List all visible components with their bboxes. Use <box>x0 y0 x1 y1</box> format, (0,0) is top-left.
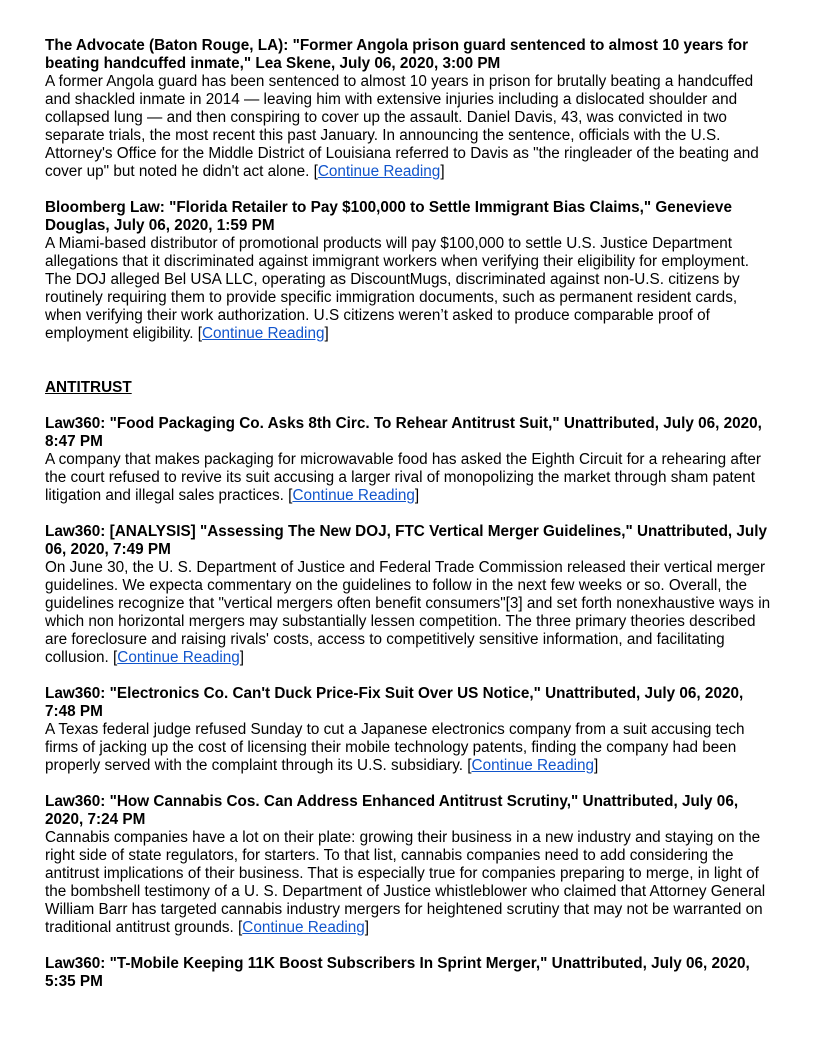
article <box>45 523 775 667</box>
article-body: A company that makes packaging for microwavable food has asked the Eighth Circuit for a rehearing after the court refused to revive its suit accusing a larger rival of monopolizing the market through sham patent litigation and illegal sales practices. [Continue Reading] <box>45 451 761 504</box>
continue-reading-link[interactable]: Continue Reading <box>202 325 325 342</box>
article <box>45 685 775 775</box>
article-headline: Law360: "Electronics Co. Can't Duck Price-Fix Suit Over US Notice," Unattributed, July 06, 2020, 7:48 PM <box>45 685 744 720</box>
article-headline: Law360: "T-Mobile Keeping 11K Boost Subscribers In Sprint Merger," Unattributed, July 06, 2020, 5:35 PM <box>45 955 750 990</box>
article-headline: The Advocate (Baton Rouge, LA): "Former Angola prison guard sentenced to almost 10 years for beating handcuffed inmate," Lea Skene, July 06, 2020, 3:00 PM <box>45 37 749 72</box>
article-body-text: A Miami-based distributor of promotional products will pay $100,000 to settle U.S. Justice Department allegations that it discriminated against immigrant workers when verifying their eligibility for employment. The DOJ alleged Bel USA LLC, operating as DiscountMugs, discriminated against non-U.S. citizens by routinely requiring them to provide specific immigration documents, such as permanent resident cards, when verifying their work authorization. U.S citizens weren’t asked to produce comparable proof of employment eligibility. <box>45 235 749 342</box>
article <box>45 37 775 181</box>
article-headline: Law360: "Food Packaging Co. Asks 8th Circ. To Rehear Antitrust Suit," Unattributed, July 06, 2020, 8:47 PM <box>45 415 762 450</box>
document-page <box>45 37 775 1009</box>
article-headline: Law360: "How Cannabis Cos. Can Address Enhanced Antitrust Scrutiny," Unattributed, July 06, 2020, 7:24 PM <box>45 793 739 828</box>
continue-reading-link[interactable]: Continue Reading <box>242 919 365 936</box>
article-body: A Texas federal judge refused Sunday to cut a Japanese electronics company from a suit accusing tech firms of jacking up the cost of licensing their mobile technology patents, finding the company had been properly served with the complaint through its U.S. subsidiary. [Continue Reading] <box>45 721 745 774</box>
section-spacer <box>45 361 775 379</box>
article-body: A Miami-based distributor of promotional products will pay $100,000 to settle U.S. Justice Department allegations that it discriminated against immigrant workers when verifying their eligibility for employment. The DOJ alleged Bel USA LLC, operating as DiscountMugs, discriminated against non-U.S. citizens by routinely requiring them to provide specific immigration documents, such as permanent resident cards, when verifying their work authorization. U.S citizens weren’t asked to produce comparable proof of employment eligibility. [Continue Reading] <box>45 235 749 342</box>
article-body-text: A former Angola guard has been sentenced to almost 10 years in prison for brutally beating a handcuffed and shackled inmate in 2014 — leaving him with extensive injuries including a dislocated shoulder and collapsed lung — and then conspiring to cover up the assault. Daniel Davis, 43, was convicted in two separate trials, the most recent this past January. In announcing the sentence, officials with the U.S. Attorney's Office for the Middle District of Louisiana referred to Davis as "the ringleader of the beating and cover up" but noted he didn't act alone. <box>45 73 759 180</box>
article-body: Cannabis companies have a lot on their plate: growing their business in a new industry and staying on the right side of state regulators, for starters. To that list, cannabis companies need to add considering the antitrust implications of their business. That is especially true for companies preparing to merge, in light of the bombshell testimony of a U. S. Department of Justice whistleblower who claimed that Attorney General William Barr has targeted cannabis industry mergers for heightened scrutiny that may not be warranted on traditional antitrust grounds. [Continue Reading] <box>45 829 766 936</box>
continue-reading-link[interactable]: Continue Reading <box>292 487 415 504</box>
continue-reading-link[interactable]: Continue Reading <box>317 163 441 180</box>
article-body: On June 30, the U. S. Department of Justice and Federal Trade Commission released their vertical merger guidelines. We expecta commentary on the guidelines to follow in the next few weeks or so. Overall, the guidelines recognize that "vertical mergers often benefit consumers"[3] and set forth nonexhaustive ways in which non horizontal mergers may substantially lessen competition. The three primary theories described are foreclosure and raising rivals' costs, access to competitively sensitive information, and facilitating collusion. [Continue Reading] <box>45 559 771 666</box>
section-heading-antitrust: ANTITRUST <box>45 379 132 396</box>
article-headline: Law360: [ANALYSIS] "Assessing The New DOJ, FTC Vertical Merger Guidelines," Unattributed, July 06, 2020, 7:49 PM <box>45 523 768 558</box>
article-headline: Bloomberg Law: "Florida Retailer to Pay $100,000 to Settle Immigrant Bias Claims," Genevieve Douglas, July 06, 2020, 1:59 PM <box>45 199 732 234</box>
article-body-text: Cannabis companies have a lot on their plate: growing their business in a new industry and staying on the right side of state regulators, for starters. To that list, cannabis companies need to add considering the antitrust implications of their business. That is especially true for companies preparing to merge, in light of the bombshell testimony of a U. S. Department of Justice whistleblower who claimed that Attorney General William Barr has targeted cannabis industry mergers for heightened scrutiny that may not be warranted on traditional antitrust grounds. <box>45 829 766 936</box>
article <box>45 415 775 505</box>
continue-reading-link[interactable]: Continue Reading <box>471 757 594 774</box>
article-body-text: On June 30, the U. S. Department of Justice and Federal Trade Commission released their vertical merger guidelines. We expecta commentary on the guidelines to follow in the next few weeks or so. Overall, the guidelines recognize that "vertical mergers often benefit consumers"[3] and set forth nonexhaustive ways in which non horizontal mergers may substantially lessen competition. The three primary theories described are foreclosure and raising rivals' costs, access to competitively sensitive information, and facilitating collusion. <box>45 559 771 666</box>
article <box>45 955 775 991</box>
continue-reading-link[interactable]: Continue Reading <box>117 649 240 666</box>
article-body-text: A company that makes packaging for microwavable food has asked the Eighth Circuit for a rehearing after the court refused to revive its suit accusing a larger rival of monopolizing the market through sham patent litigation and illegal sales practices. <box>45 451 761 504</box>
article-body: A former Angola guard has been sentenced to almost 10 years in prison for brutally beating a handcuffed and shackled inmate in 2014 — leaving him with extensive injuries including a dislocated shoulder and collapsed lung — and then conspiring to cover up the assault. Daniel Davis, 43, was convicted in two separate trials, the most recent this past January. In announcing the sentence, officials with the U.S. Attorney's Office for the Middle District of Louisiana referred to Davis as "the ringleader of the beating and cover up" but noted he didn't act alone. [Continue Reading] <box>45 73 759 180</box>
article-body-text: A Texas federal judge refused Sunday to cut a Japanese electronics company from a suit accusing tech firms of jacking up the cost of licensing their mobile technology patents, finding the company had been properly served with the complaint through its U.S. subsidiary. <box>45 721 745 774</box>
article <box>45 793 775 937</box>
article <box>45 199 775 343</box>
